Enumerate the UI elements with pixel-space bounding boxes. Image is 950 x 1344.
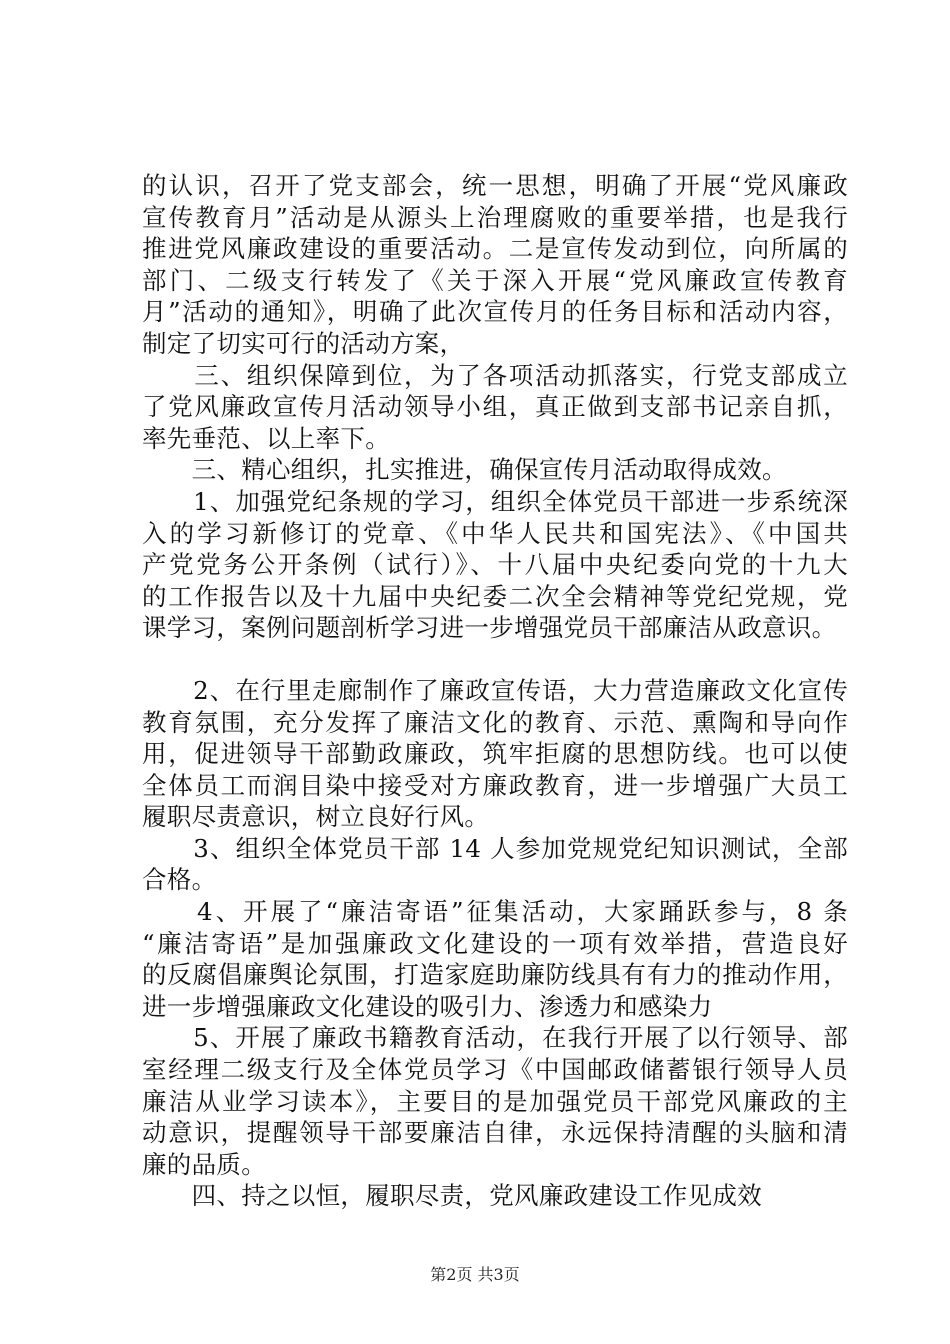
text-line: 3、组织全体党员干部 14 人参加党规党纪知识测试，全部 xyxy=(142,833,848,863)
paragraph xyxy=(142,170,848,360)
paragraph xyxy=(142,896,848,1022)
text-line: 的工作报告以及十九届中央纪委二次全会精神等党纪党规，党 xyxy=(142,581,848,611)
text-line: 全体员工而润目染中接受对方廉政教育，进一步增强广大员工 xyxy=(142,770,848,800)
paragraph xyxy=(142,360,848,455)
text-line: 四、持之以恒，履职尽责，党风廉政建设工作见成效 xyxy=(142,1181,762,1211)
text-line: 室经理二级支行及全体党员学习《中国邮政储蓄银行领导人员 xyxy=(142,1055,848,1085)
text-line: 动意识，提醒领导干部要廉洁自律，永远保持清醒的头脑和清 xyxy=(142,1118,848,1148)
paragraph-gap xyxy=(142,644,848,675)
document-body xyxy=(142,170,848,1212)
text-line: 用，促进领导干部勤政廉政，筑牢拒腐的思想防线。也可以使 xyxy=(142,739,848,769)
text-line: 推进党风廉政建设的重要活动。二是宣传发动到位，向所属的 xyxy=(142,234,848,264)
text-line: 1、加强党纪条规的学习，组织全体党员干部进一步系统深 xyxy=(142,486,848,516)
paragraph xyxy=(142,833,848,896)
text-line: 履职尽责意识，树立良好行风。 xyxy=(142,802,490,832)
text-line: 部门、二级支行转发了《关于深入开展“党风廉政宣传教育 xyxy=(142,265,848,295)
paragraph xyxy=(142,1022,848,1180)
text-line: 的认识，召开了党支部会，统一思想，明确了开展“党风廉政 xyxy=(142,171,848,200)
paragraph xyxy=(142,675,848,833)
text-line: 入的学习新修订的党章、《中华人民共和国宪法》、《中国共 xyxy=(142,518,848,548)
text-line: 产党党务公开条例（试行）》、十八届中央纪委向党的十九大 xyxy=(142,550,848,580)
text-line: 宣传教育月”活动是从源头上治理腐败的重要举措，也是我行 xyxy=(142,202,848,232)
text-line: 了党风廉政宣传月活动领导小组，真正做到支部书记亲自抓， xyxy=(142,392,848,422)
text-line: 4、开展了“廉洁寄语”征集活动，大家踊跃参与，8 条 xyxy=(142,897,848,927)
text-line: “廉洁寄语”是加强廉政文化建设的一项有效举措，营造良好 xyxy=(142,928,848,958)
text-line: 廉的品质。 xyxy=(142,1149,266,1179)
paragraph xyxy=(142,486,848,644)
text-line: 的反腐倡廉舆论氛围，打造家庭助廉防线具有有力的推动作用， xyxy=(142,960,848,990)
text-line: 课学习，案例问题剖析学习进一步增强党员干部廉洁从政意识。 xyxy=(142,613,837,643)
text-line: 三、精心组织，扎实推进，确保宣传月活动取得成效。 xyxy=(142,455,787,485)
text-line: 合格。 xyxy=(142,865,217,895)
section-heading xyxy=(142,454,848,486)
text-line: 教育氛围，充分发挥了廉洁文化的教育、示范、熏陶和导向作 xyxy=(142,707,848,737)
text-line: 三、组织保障到位，为了各项活动抓落实，行党支部成立 xyxy=(142,360,848,390)
page-footer: 第2页 共3页 xyxy=(430,1265,520,1284)
section-heading xyxy=(142,1180,848,1212)
text-line: 5、开展了廉政书籍教育活动，在我行开展了以行领导、部 xyxy=(142,1023,848,1053)
text-line: 率先垂范、以上率下。 xyxy=(142,423,390,453)
text-line: 制定了切实可行的活动方案， xyxy=(142,328,465,358)
text-line: 进一步增强廉政文化建设的吸引力、渗透力和感染力 xyxy=(142,991,713,1021)
text-line: 2、在行里走廊制作了廉政宣传语，大力营造廉政文化宣传 xyxy=(142,675,848,705)
text-line: 廉洁从业学习读本》，主要目的是加强党员干部党风廉政的主 xyxy=(142,1086,848,1116)
text-line: 月”活动的通知》，明确了此次宣传月的任务目标和活动内容， xyxy=(142,297,849,327)
